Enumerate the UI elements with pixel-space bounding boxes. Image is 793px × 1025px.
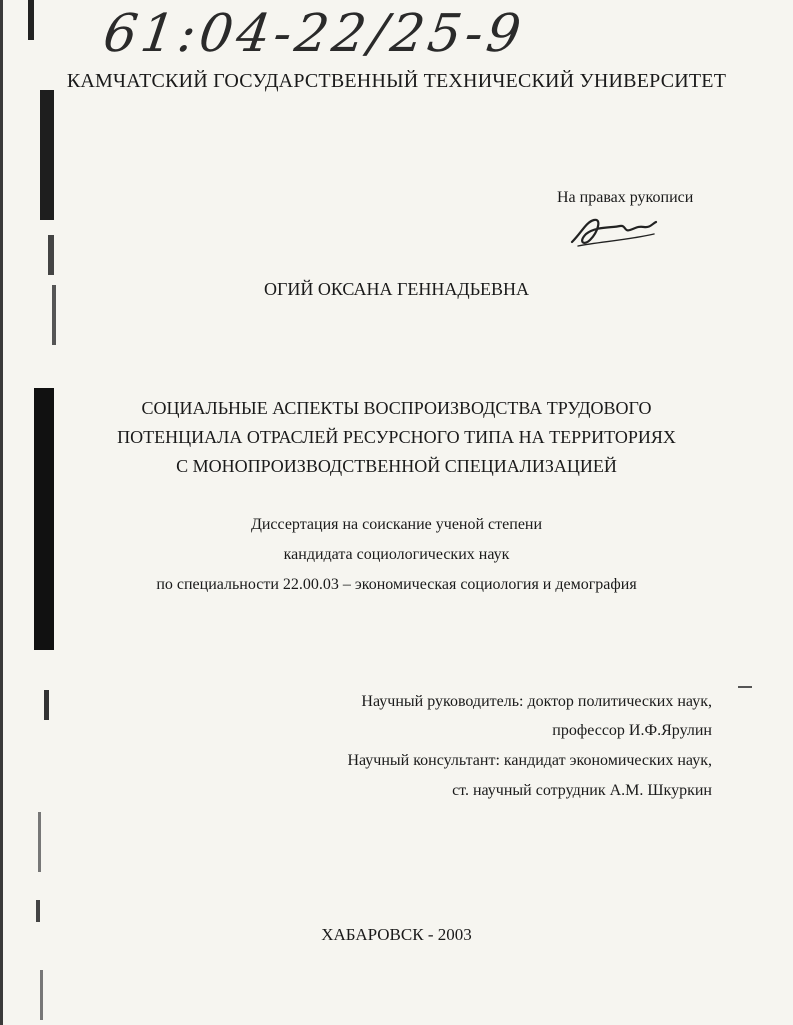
degree-line-3: по специальности 22.00.03 – экономическая социология и демография (156, 576, 637, 593)
consultant-line-1: Научный консультант: кандидат экономических наук, (347, 752, 712, 769)
dissertation-title-line-3: С МОНОПРОИЗВОДСТВЕННОЙ СПЕЦИАЛИЗАЦИЕЙ (176, 456, 617, 476)
degree-line-2: кандидата социологических наук (283, 546, 510, 563)
university-name: КАМЧАТСКИЙ ГОСУДАРСТВЕННЫЙ ТЕХНИЧЕСКИЙ УНИВЕРСИТЕТ (66, 70, 727, 92)
handwritten-catalog-number: 61:04-22/25-9 (99, 4, 529, 64)
supervisor-line-1: Научный руководитель: доктор политических наук, (361, 693, 712, 710)
scan-mark (738, 686, 752, 688)
signature (568, 212, 660, 252)
supervisor-line-2: профессор И.Ф.Ярулин (552, 722, 712, 739)
city-year: ХАБАРОВСК - 2003 (321, 925, 472, 944)
degree-line-1: Диссертация на соискание ученой степени (250, 516, 543, 533)
author-name: ОГИЙ ОКСАНА ГЕННАДЬЕВНА (263, 279, 530, 299)
dissertation-title-line-1: СОЦИАЛЬНЫЕ АСПЕКТЫ ВОСПРОИЗВОДСТВА ТРУДОВОГО (141, 398, 652, 418)
manuscript-note: На правах рукописи (557, 189, 694, 206)
consultant-line-2: ст. научный сотрудник А.М. Шкуркин (452, 782, 712, 799)
dissertation-title-line-2: ПОТЕНЦИАЛА ОТРАСЛЕЙ РЕСУРСНОГО ТИПА НА ТЕРРИТОРИЯХ (117, 427, 676, 447)
